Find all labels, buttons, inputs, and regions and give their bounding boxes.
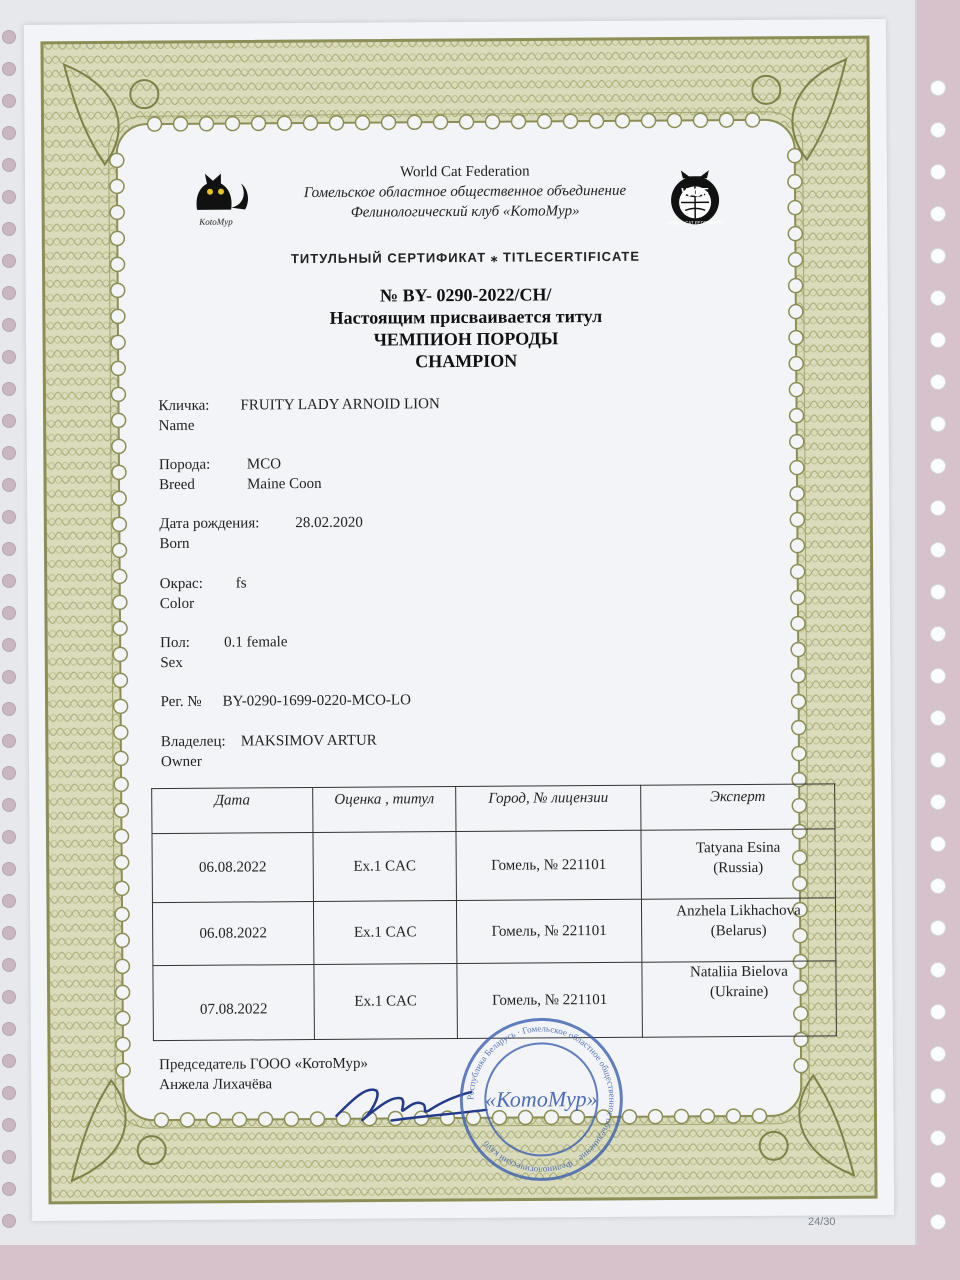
- punch-hole: [2, 670, 16, 684]
- reg-value: BY-0290-1699-0220-MCO-LO: [222, 692, 411, 710]
- owner-value: MAKSIMOV ARTUR: [240, 732, 377, 750]
- punch-hole: [2, 638, 16, 652]
- row-date: 07.08.2022: [153, 965, 315, 1041]
- col-grade: Оценка , титул: [313, 787, 456, 833]
- chairman-name: Анжела Лихачёва: [159, 1076, 273, 1094]
- row-city: Гомель, № 221101: [456, 899, 641, 963]
- punch-hole: [930, 1088, 946, 1104]
- col-date: Дата: [152, 788, 313, 834]
- punch-hole: [2, 126, 16, 140]
- official-stamp: [456, 1014, 627, 1185]
- punch-hole: [930, 500, 946, 516]
- punch-hole: [2, 958, 16, 972]
- punch-hole: [2, 382, 16, 396]
- row-expert-cell: [641, 829, 835, 899]
- document-type: ТИТУЛЬНЫЙ СЕРТИФИКАТ ⁎ TITLECERTIFICATE: [290, 248, 641, 267]
- awarded-text: Настоящим присваивается титул: [329, 305, 603, 328]
- punch-hole: [930, 290, 946, 306]
- punch-hole: [930, 584, 946, 600]
- certificate: [24, 19, 894, 1221]
- punch-hole: [930, 80, 946, 96]
- punch-hole: [930, 248, 946, 264]
- row-date: 06.08.2022: [152, 902, 313, 966]
- breed-value: Maine Coon: [246, 475, 322, 493]
- organization-block: [265, 161, 665, 224]
- kotomur-cat-logo: [185, 169, 255, 231]
- punch-hole: [2, 62, 16, 76]
- sex-label-ru: Пол:: [160, 634, 191, 652]
- born-value: 28.02.2020: [295, 514, 363, 532]
- punch-hole: [2, 734, 16, 748]
- punch-hole: [930, 1214, 946, 1230]
- breed-label-en: Breed: [158, 476, 195, 494]
- row-city: Гомель, № 221101: [456, 830, 641, 900]
- row-expert: Tatyana Esina: [695, 839, 781, 857]
- punch-hole: [2, 766, 16, 780]
- punch-hole: [930, 1004, 946, 1020]
- born-label-en: Born: [159, 535, 190, 553]
- wcf-logo-text: WCF: [681, 185, 709, 200]
- title-block: [206, 282, 727, 374]
- stamp-center-text: «КотоМур»: [485, 1086, 598, 1112]
- punch-hole: [930, 626, 946, 642]
- certificate-number: № BY- 0290-2022/CH/: [379, 284, 552, 306]
- punch-hole: [2, 30, 16, 44]
- punch-hole: [2, 510, 16, 524]
- punch-hole: [2, 318, 16, 332]
- punch-hole: [2, 926, 16, 940]
- punch-hole: [930, 710, 946, 726]
- row-city: Гомель, № 221101: [457, 962, 643, 1038]
- color-value: fs: [235, 575, 247, 592]
- row-date: 06.08.2022: [152, 833, 313, 903]
- color-label-en: Color: [159, 595, 195, 613]
- punch-hole: [2, 798, 16, 812]
- punch-hole: [930, 122, 946, 138]
- punch-hole: [930, 752, 946, 768]
- wcf-logo: [665, 168, 725, 230]
- punch-hole: [930, 794, 946, 810]
- punch-hole: [2, 862, 16, 876]
- punch-hole: [930, 1172, 946, 1188]
- born-label-ru: Дата рождения:: [159, 515, 260, 533]
- org-club: Фелинологический клуб «КотоМур»: [350, 203, 580, 221]
- punch-hole: [930, 206, 946, 222]
- punch-hole: [2, 158, 16, 172]
- punch-hole: [2, 94, 16, 108]
- sex-value: 0.1 female: [224, 634, 288, 651]
- breed-code: MCO: [246, 456, 282, 473]
- show-results-table: [151, 783, 837, 1041]
- punch-hole: [2, 1214, 16, 1228]
- punch-hole: [930, 542, 946, 558]
- sex-label-en: Sex: [160, 654, 183, 672]
- row-expert-cell: [641, 898, 835, 962]
- row-grade: Ex.1 CAC: [313, 901, 456, 965]
- wcf-logo-ring-text: WORLD CAT FEDERATION: [666, 220, 724, 226]
- color-label-ru: Окрас:: [159, 575, 203, 593]
- punch-hole: [930, 878, 946, 894]
- punch-hole: [930, 458, 946, 474]
- punch-hole: [930, 1046, 946, 1062]
- punch-hole: [2, 542, 16, 556]
- org-federation: World Cat Federation: [400, 163, 530, 181]
- breed-label-ru: Порода:: [158, 456, 211, 474]
- punch-hole: [930, 332, 946, 348]
- table-header-row: [152, 784, 835, 834]
- punch-hole: [2, 574, 16, 588]
- punch-strip: [0, 0, 18, 1245]
- punch-hole: [930, 962, 946, 978]
- punch-hole: [2, 1182, 16, 1196]
- page-counter: 24/30: [808, 1216, 836, 1228]
- punch-hole: [2, 222, 16, 236]
- name-value: FRUITY LADY ARNOID LION: [240, 396, 440, 414]
- title-ru: ЧЕМПИОН ПОРОДЫ: [373, 328, 559, 350]
- punch-hole: [930, 920, 946, 936]
- punch-hole: [930, 164, 946, 180]
- punch-hole: [2, 702, 16, 716]
- chairman-line: Председатель ГООО «КотоМур»: [159, 1055, 368, 1074]
- punch-hole: [2, 990, 16, 1004]
- col-city-license: Город, № лицензии: [456, 785, 641, 831]
- punch-hole: [2, 606, 16, 620]
- table-row: [152, 829, 835, 903]
- punch-hole: [930, 1130, 946, 1146]
- punch-hole: [2, 286, 16, 300]
- row-expert-country: (Russia): [713, 859, 764, 877]
- title-en: CHAMPION: [415, 350, 518, 372]
- punch-hole: [930, 416, 946, 432]
- reg-label: Рег. №: [160, 693, 202, 711]
- punch-hole: [2, 830, 16, 844]
- punch-hole: [2, 894, 16, 908]
- owner-label-en: Owner: [160, 753, 202, 771]
- owner-label-ru: Владелец:: [160, 733, 226, 751]
- punch-hole: [2, 1054, 16, 1068]
- punch-hole: [930, 836, 946, 852]
- stamp-ring-text: Республика Беларусь · Гомельское областное общественное объединение · Фелинологический клуб: [465, 1023, 618, 1176]
- name-label-ru: Кличка:: [158, 397, 210, 415]
- punch-hole: [930, 668, 946, 684]
- punch-hole: [2, 1086, 16, 1100]
- punch-hole: [2, 350, 16, 364]
- table-row: [152, 898, 835, 966]
- kotomur-logo-text: KotoMyp: [199, 216, 233, 227]
- punch-hole: [930, 374, 946, 390]
- name-label-en: Name: [158, 417, 195, 435]
- row-grade: Ex.1 CAC: [314, 964, 458, 1040]
- col-expert: Эксперт: [641, 784, 835, 830]
- row-expert: Anzhela Likhachova: [676, 902, 801, 920]
- punch-hole: [2, 414, 16, 428]
- row-expert-cell: [642, 961, 837, 1037]
- punch-hole: [2, 1118, 16, 1132]
- row-expert-country: (Belarus): [710, 922, 767, 940]
- punch-hole: [2, 190, 16, 204]
- row-expert-country: (Ukraine): [709, 983, 769, 1001]
- row-expert: Nataliia Bielova: [689, 963, 788, 981]
- punch-hole: [2, 478, 16, 492]
- punch-hole: [2, 1150, 16, 1164]
- row-grade: Ex.1 CAC: [313, 832, 456, 902]
- punch-hole: [2, 1022, 16, 1036]
- org-regional-association: Гомельское областное общественное объединение: [303, 182, 627, 202]
- punch-hole: [2, 254, 16, 268]
- punch-hole: [2, 446, 16, 460]
